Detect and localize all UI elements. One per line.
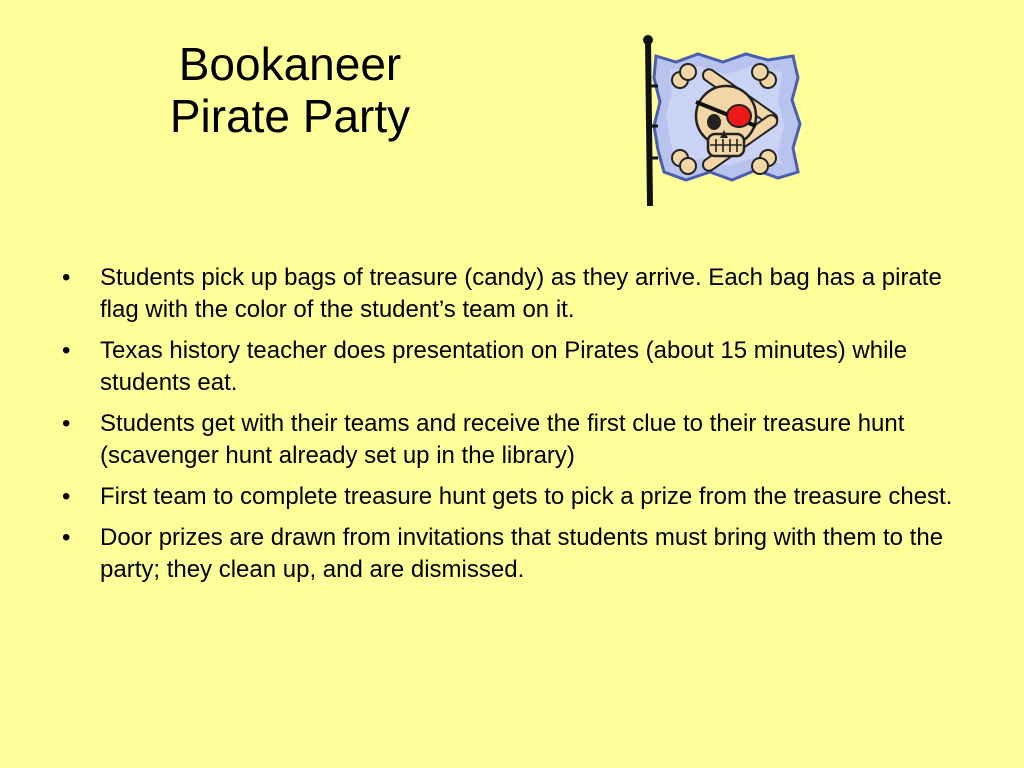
pirate-flag-icon [628,30,813,210]
bullet-text: Students pick up bags of treasure (candy) as they arrive. Each bag has a pirate flag with the color of the student’s team on it. [100,264,942,323]
bullet-item [62,335,962,399]
bullet-text: Door prizes are drawn from invitations that students must bring with them to the party; they clean up, and are dismissed. [100,524,944,583]
bullet-item [62,408,962,472]
bullet-item [62,522,962,586]
title-line-2: Pirate Party [169,90,411,142]
bullet-list [62,262,962,595]
bullet-marker: • [62,264,71,291]
bullet-text: Texas history teacher does presentation on Pirates (about 15 minutes) while students eat. [100,337,908,396]
bullet-text: First team to complete treasure hunt gets to pick a prize from the treasure chest. [100,483,953,510]
slide-title [100,38,480,142]
bullet-item [62,481,962,513]
bullet-marker: • [62,337,71,364]
bullet-text: Students get with their teams and receive the first clue to their treasure hunt (scavenger hunt already set up in the library) [100,410,905,469]
bullet-marker: • [62,483,71,510]
title-line-1: Bookaneer [178,38,402,90]
bullet-item [62,262,962,326]
bullet-marker: • [62,410,71,437]
bullet-marker: • [62,524,71,551]
eye-patch [727,105,751,127]
